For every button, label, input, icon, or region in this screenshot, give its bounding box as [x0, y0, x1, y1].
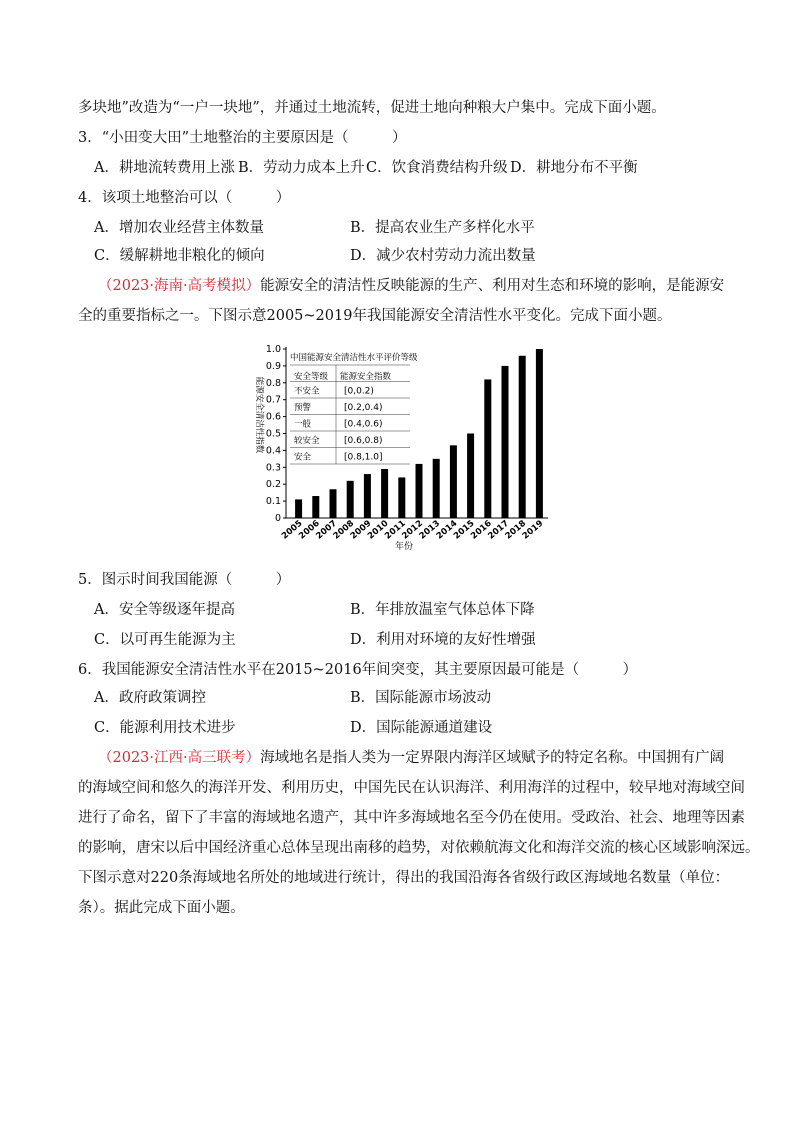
q3-option-d[interactable]: D．耕地分布不平衡: [510, 160, 638, 176]
x-axis-label: 年份: [394, 542, 414, 552]
y-tick-label: 1.0: [265, 344, 281, 355]
x-tick-label: 2018: [503, 518, 529, 542]
passage-text: 能源安全的清洁性反映能源的生产、利用对生态和环境的影响，是能源安: [260, 278, 725, 294]
bar-2012: [416, 464, 423, 518]
q4-option-b[interactable]: B．提高农业生产多样化水平: [350, 220, 535, 236]
y-tick-label: 0: [274, 513, 281, 524]
q3-option-a[interactable]: A．耕地流转费用上涨: [94, 160, 235, 176]
bar-2016: [484, 379, 491, 518]
question-4-stem: 4．该项土地整治可以（ ）: [78, 190, 291, 206]
bar-2005: [295, 499, 302, 518]
q3-option-b[interactable]: B．劳动力成本上升: [238, 160, 365, 176]
passage-3-line-5: 下图示意对220条海域地名所处的地域进行统计，得出的我国沿海各省级行政区海域地名数量（单位：: [78, 870, 730, 886]
question-3-stem: 3．“小田变大田”土地整治的主要原因是（ ）: [78, 130, 407, 146]
passage-3-line-4: 的影响，唐宋以后中国经济重心总体呈现出南移的趋势，对依赖航海文化和海洋交流的核心区域影响深远。: [78, 840, 760, 856]
x-tick-label: 2011: [383, 518, 408, 542]
bar-2015: [467, 434, 474, 519]
question-5-stem: 5．图示时间我国能源（ ）: [78, 572, 291, 588]
energy-clean-index-chart: [252, 338, 552, 558]
x-tick-label: 2015: [451, 518, 477, 542]
passage-2-line-1: [98, 276, 724, 296]
source-tag: （2023·江西·高三联考）: [98, 750, 261, 766]
q5-option-b[interactable]: B．年排放温室气体总体下降: [350, 602, 535, 618]
passage-3-line-1: [98, 748, 724, 768]
legend-header-index: 能源安全指数: [340, 372, 392, 382]
bar-2011: [398, 477, 405, 518]
q6-option-a[interactable]: A．政府政策调控: [94, 690, 206, 706]
q4-option-a[interactable]: A．增加农业经营主体数量: [94, 220, 264, 236]
y-tick-label: 0.9: [265, 360, 281, 372]
passage-text: 海域地名是指人类为一定界限内海洋区域赋予的特定名称。中国拥有广阔: [260, 750, 725, 766]
legend-grade: 不安全: [294, 386, 320, 397]
bar-2006: [312, 496, 319, 518]
bar-2017: [502, 366, 509, 518]
legend-range: [0.4,0.6): [344, 419, 383, 430]
bar-2008: [347, 481, 354, 518]
passage-3-line-2: 的海域空间和悠久的海洋开发、利用历史，中国先民在认识海洋、利用海洋的过程中，较早地对海域空间: [78, 780, 745, 796]
q5-option-a[interactable]: A．安全等级逐年提高: [94, 602, 235, 618]
x-tick-label: 2006: [297, 518, 322, 542]
q6-option-b[interactable]: B．国际能源市场波动: [350, 690, 492, 706]
legend-range: [0.6,0.8): [344, 436, 383, 446]
x-tick-label: 2012: [400, 518, 425, 542]
x-tick-label: 2005: [279, 518, 305, 542]
y-tick-label: 0.8: [265, 377, 281, 389]
bar-2013: [433, 459, 440, 518]
legend-grade: 较安全: [294, 436, 320, 446]
x-tick-label: 2017: [486, 518, 511, 542]
passage-3-line-6: 条）。据此完成下面小题。: [78, 900, 245, 916]
x-tick-label: 2007: [314, 518, 339, 542]
q3-option-c[interactable]: C．饮食消费结构升级: [366, 160, 508, 176]
x-tick-label: 2013: [417, 518, 443, 542]
y-tick-labels: [266, 344, 281, 524]
y-tick-label: 0.2: [265, 479, 281, 491]
source-tag: （2023·海南·高考模拟）: [98, 278, 261, 294]
legend-range: [0.8,1.0]: [344, 452, 383, 463]
q5-option-c[interactable]: C．以可再生能源为主: [94, 632, 236, 648]
grade-legend-table: [290, 352, 418, 464]
bar-2007: [330, 489, 337, 518]
x-tick-label: 2010: [365, 518, 391, 542]
q6-option-c[interactable]: C．能源利用技术进步: [94, 720, 236, 736]
bar-series: [295, 349, 543, 518]
legend-table-title: 中国能源安全清洁性水平评价等级: [290, 353, 418, 363]
x-tick-label: 2014: [434, 518, 460, 542]
legend-grade: 一般: [294, 419, 312, 430]
passage-2-line-2: 全的重要指标之一。下图示意2005~2019年我国能源安全清洁性水平变化。完成下面小题。: [78, 308, 672, 324]
y-axis-label: 能源安全清洁性指数: [254, 376, 264, 454]
x-tick-label: 2016: [469, 518, 494, 542]
q5-option-d[interactable]: D．利用对环境的友好性增强: [350, 632, 536, 648]
q4-option-d[interactable]: D．减少农村劳动力流出数量: [350, 248, 536, 264]
legend-grade: 安全: [294, 452, 312, 463]
y-tick-label: 0.3: [265, 462, 281, 474]
y-tick-label: 0.5: [265, 428, 281, 440]
x-tick-label: 2009: [348, 518, 374, 542]
bar-2009: [364, 474, 371, 518]
passage-3-line-3: 进行了命名，留下了丰富的海域地名遗产，其中许多海域地名至今仍在使用。受政治、社会、地理等因素: [78, 810, 745, 826]
legend-range: [0,0.2): [344, 386, 374, 397]
q6-option-d[interactable]: D．国际能源通道建设: [350, 720, 493, 736]
x-tick-label: 2008: [331, 518, 357, 542]
legend-range: [0.2,0.4): [344, 403, 383, 413]
question-6-stem: 6．我国能源安全清洁性水平在2015~2016年间突变，其主要原因最可能是（ ）: [78, 662, 638, 678]
legend-header-grade: 安全等级: [294, 372, 329, 382]
y-tick-label: 0.4: [265, 445, 281, 457]
x-tick-label: 2019: [520, 518, 546, 542]
y-tick-label: 0.1: [265, 496, 281, 508]
x-tick-labels: [280, 519, 545, 542]
bar-2018: [519, 356, 526, 518]
q4-option-c[interactable]: C．缓解耕地非粮化的倾向: [94, 248, 265, 264]
passage-text: 多块地”改造为“一户一块地”，并通过土地流转，促进土地向种粮大户集中。完成下面小题。: [78, 100, 666, 116]
y-tick-label: 0.6: [265, 411, 281, 423]
bar-2014: [450, 445, 457, 518]
y-tick-label: 0.7: [265, 394, 281, 406]
legend-grade: 预警: [294, 403, 312, 413]
bar-2010: [381, 469, 388, 518]
bar-2019: [536, 349, 543, 518]
